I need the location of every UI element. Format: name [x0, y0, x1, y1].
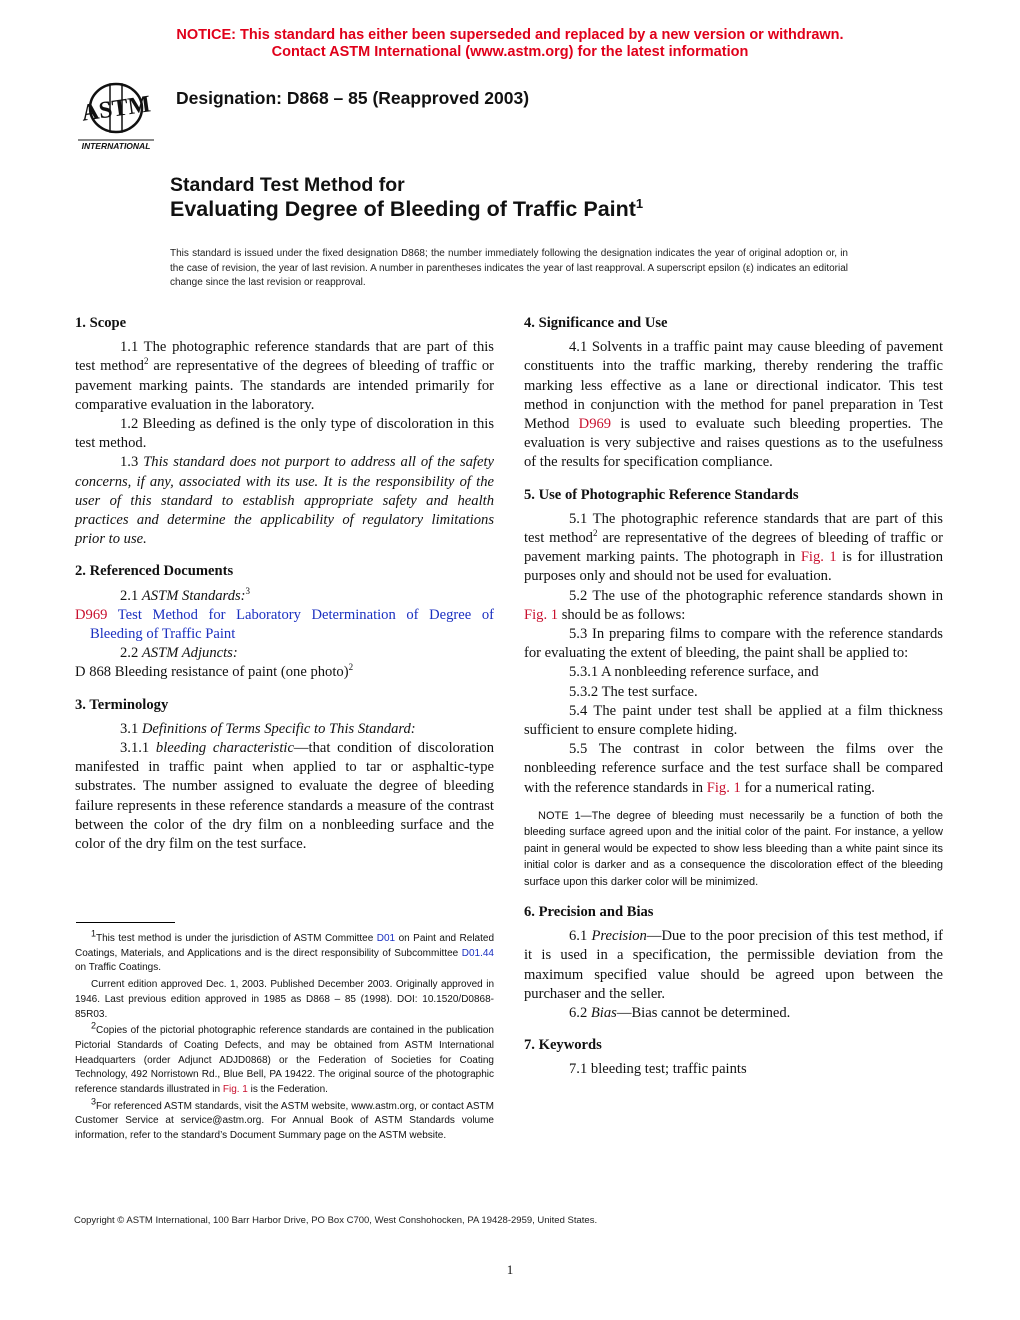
right-column [524, 314, 943, 1080]
page-number: 1 [506, 1262, 514, 1277]
para-5-3-2: 5.3.2 The test surface. [569, 683, 698, 700]
note-1: NOTE 1—The degree of bleeding must necessarily be a function of both the bleeding surface agreed upon and the initial color of the paint. For instance, a yellow paint in general would be expected to show less bleeding than a white paint since its initial color is darker and as a consequence the discoloration effect of the bleeding surface upon this darker color will be minimized. [524, 809, 943, 888]
d01-44-link[interactable]: D01.44 [461, 947, 494, 959]
ref-d969[interactable] [75, 606, 494, 644]
section-7-heading: 7. Keywords [524, 1037, 602, 1054]
astm-logo [74, 78, 162, 150]
title-text: Evaluating Degree of Bleeding of Traffic Paint [170, 197, 636, 221]
footnote-2: $^2$Copies of the pictorial photographic reference standards are contained in the publication Pictorial Standards of Coating Defects, and may be obtained from ASTM International Headquarters (order Adjunct ADJD0868) or the Federation of Societies for Coating Technology, 492 Norristown Rd., Blue Bell, PA 19422. The original source of the photographic reference standards illustrated in Fig. 1 is the Federation. [75, 1020, 494, 1096]
para-6-1: 6.1 Precision—Due to the poor precision of this test method, if it is used in a specification, the permissible deviation from the maximum specified value should be agreed upon between the purchaser and the seller. [524, 928, 944, 1002]
svg-text:ASTM: ASTM [79, 91, 153, 127]
d969-title-link[interactable]: Test Method for Laboratory Determination of Degree of Bleeding of Traffic Paint [90, 606, 494, 643]
fn2-fig1-link[interactable]: Fig. 1 [222, 1084, 248, 1096]
astm-logo-mark [74, 78, 162, 150]
logo-international-text: INTERNATIONAL [81, 141, 151, 150]
d969-link[interactable]: D969 [75, 606, 108, 623]
para-5-4: 5.4 The paint under test shall be applied at a film thickness sufficient to ensure complete hiding. [524, 702, 943, 739]
para-7-1: 7.1 bleeding test; traffic paints [569, 1061, 747, 1078]
para-3-1: 3.1 Definitions of Terms Specific to This Standard: [120, 720, 416, 737]
notice-line-2: Contact ASTM International (www.astm.org) for the latest information [271, 44, 749, 60]
para-5-5: 5.5 The contrast in color between the films over the nonbleeding reference surface and the test surface shall be compared with the reference standards in Fig. 1 for a numerical rating. [524, 741, 943, 796]
title-line-1: Standard Test Method for [170, 174, 405, 196]
title-footnote-mark: 1 [635, 195, 644, 211]
adjunct-d868: D 868 Bleeding resistance of paint (one photo)$^2$ [75, 662, 354, 681]
d01-link[interactable]: D01 [376, 933, 396, 944]
para-5-3-1: 5.3.1 A nonbleeding reference surface, and [569, 664, 819, 681]
para-2-1: 2.1 ASTM Standards:$^3$ [120, 585, 251, 604]
section-4-heading: 4. Significance and Use [524, 315, 668, 331]
section-5-heading: 5. Use of Photographic Reference Standards [524, 486, 799, 503]
para-6-2: 6.2 Bias—Bias cannot be determined. [569, 1004, 791, 1021]
fig1-link-1[interactable]: Fig. 1 [800, 549, 837, 566]
para-5-3: 5.3 In preparing films to compare with the reference standards for evaluating the extent of bleeding, the paint shall be applied to: [524, 626, 943, 662]
footnote-1: $^1$This test method is under the jurisdiction of ASTM Committee D01 on Paint and Related Coatings, Materials, and Applications and is the direct responsibility of Subcommittee D01.44 on Traffic Coatings. [75, 928, 495, 974]
section-1-heading: 1. Scope [75, 315, 127, 331]
footnote-1-edition: Current edition approved Dec. 1, 2003. Published December 2003. Originally approved in 1946. Last previous edition approved in 1985 as D868 – 85 (1998). DOI: 10.1520/D0868-85R03. [75, 979, 494, 1020]
para-5-2: 5.2 The use of the photographic reference standards shown in Fig. 1 should be as follows: [524, 587, 943, 623]
withdrawal-notice [0, 27, 1020, 61]
preface: This standard is issued under the fixed designation D868; the number immediately following the designation indicates the year of original adoption or, in the case of revision, the year of last revision. A number in parentheses indicates the year of last reapproval. A superscript epsilon (ε) indicates an editorial change since the last revision or reapproval. [170, 248, 848, 289]
para-4-1: 4.1 Solvents in a traffic paint may cause bleeding of pavement constituents into the traffic marking, thereby rendering the traffic marking less effective as a lane or directional indicator. This test method in conjunction with the method for panel preparation in Test Method D969 is used to evaluate such bleeding properties. The evaluation is very subjective and raises questions as to the usefulness of the results for specification compliance. [524, 339, 943, 471]
copyright: Copyright © ASTM International, 100 Barr Harbor Drive, PO Box C700, West Conshohocken, PA 19428-2959, United States. [74, 1215, 598, 1226]
fig1-link-2[interactable]: Fig. 1 [524, 606, 559, 623]
para-2-2: 2.2 ASTM Adjuncts: [120, 645, 238, 662]
para-1-1: 1.1 The photographic reference standards that are part of this test method$^2$ are representative of the degrees of bleeding of traffic or pavement marking paints. The standards are intended primarily for comparative evaluation in the laboratory. [75, 339, 494, 413]
d969-link-2[interactable]: D969 [578, 416, 612, 433]
notice-line-1: NOTICE: This standard has either been superseded and replaced by a new version or withdrawn. [176, 27, 844, 43]
footnote-rule [76, 922, 175, 923]
para-1-3: 1.3 This standard does not purport to address all of the safety concerns, if any, associated with its use. It is the responsibility of the user of this standard to establish appropriate safety and health practices and determine the applicability of regulatory limitations prior to use. [75, 454, 494, 548]
left-column [75, 314, 494, 854]
section-6-heading: 6. Precision and Bias [524, 903, 654, 920]
para-1-2: 1.2 Bleeding as defined is the only type of discoloration in this test method. [75, 416, 494, 452]
title-line-2 [170, 197, 643, 222]
section-2-heading: 2. Referenced Documents [75, 563, 234, 580]
para-5-1: 5.1 The photographic reference standards that are part of this test method$^2$ are representative of the degrees of bleeding of traffic or pavement marking paints. The photograph in Fig. 1 is for illustration purposes only and should not be used for evaluation. [524, 510, 944, 585]
designation: Designation: D868 – 85 (Reapproved 2003) [176, 88, 530, 108]
section-3-heading: 3. Terminology [75, 696, 169, 713]
footnotes [75, 928, 495, 1144]
fig1-link-3[interactable]: Fig. 1 [706, 779, 741, 796]
footnote-3: $^3$For referenced ASTM standards, visit the ASTM website, www.astm.org, or contact ASTM Customer Service at service@astm.org. For Annual Book of ASTM Standards volume information, refer to the standard’s Document Summary page on the ASTM website. [75, 1096, 494, 1142]
para-3-1-1: 3.1.1 bleeding characteristic—that condition of discoloration manifested in traffic paint when applied to tar or asphaltic-type substrates. The number assigned to evaluate the degree of bleeding failure represents in these reference standards a measure of the contrast between the color of the dry film on a nonbleeding surface and the color of the dry film on the test surface. [75, 740, 494, 853]
